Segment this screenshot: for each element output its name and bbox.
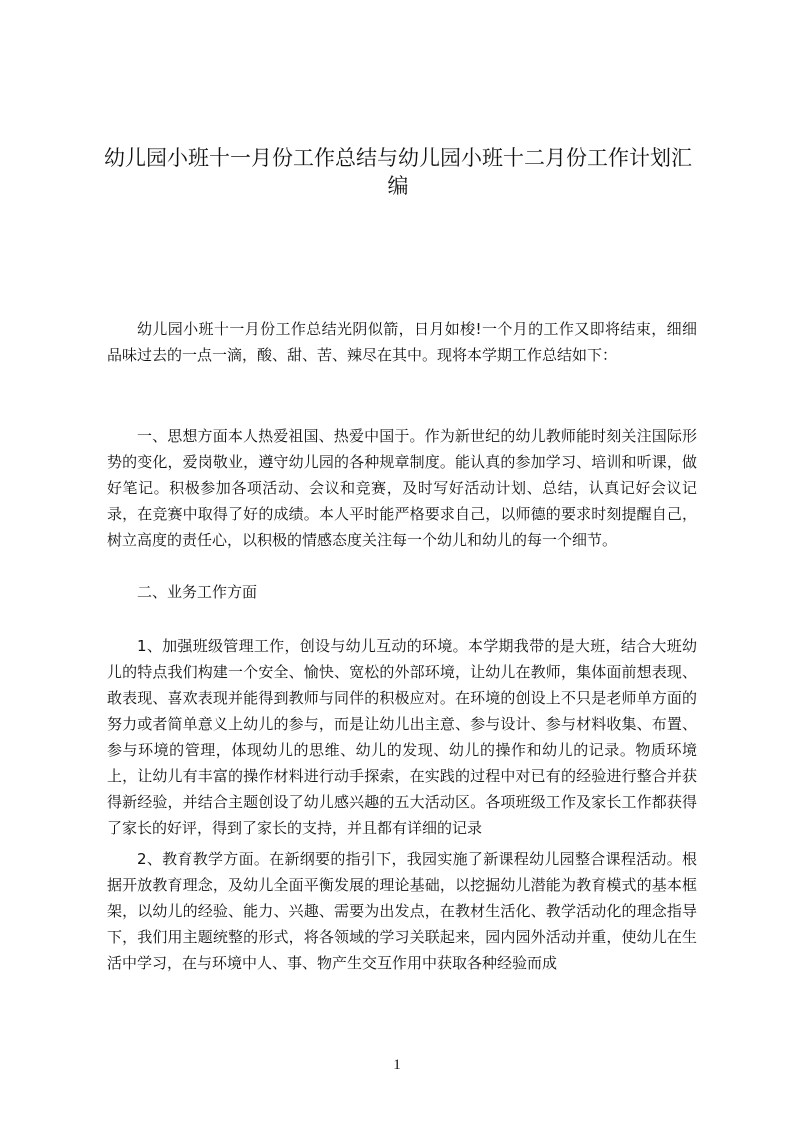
intro-paragraph: 幼儿园小班十一月份工作总结光阴似箭，日月如梭!一个月的工作又即将结束，细细品味过去的一点一滴，酸、甜、苦、辣尽在其中。现将本学期工作总结如下：	[107, 320, 697, 364]
document-title: 幼儿园小班十一月份工作总结与幼儿园小班十二月份工作计划汇编	[104, 146, 692, 198]
ideology-section-paragraph: 一、思想方面本人热爱祖国、热爱中国于。作为新世纪的幼儿教师能时刻关注国际形势的变化，爱岗敬业，遵守幼儿园的各种规章制度。能认真的参加学习、培训和听课，做好笔记。积极参加各项活动、会议和竞赛，及时写好活动计划、总结，认真记好会议记录，在竞赛中取得了好的成绩。本人平时能严格要求自己，以师德的要求时刻提醒自己，树立高度的责任心，以积极的情感态度关注每一个幼儿和幼儿的每一个细节。	[107, 427, 697, 549]
education-teaching-paragraph: 2、教育教学方面。在新纲要的指引下，我园实施了新课程幼儿园整合课程活动。根据开放教育理念，及幼儿全面平衡发展的理论基础，以挖掘幼儿潜能为教育模式的基本框架，以幼儿的经验、能力、兴趣、需要为出发点，在教材生活化、教学活动化的理念指导下，我们用主题统整的形式，将各领域的学习关联起来，园内园外活动并重，使幼儿在生活中学习，在与环境中人、事、物产生交互作用中获取各种经验而成	[107, 850, 697, 972]
page-number: 1	[393, 1057, 401, 1073]
class-management-paragraph: 1、加强班级管理工作，创设与幼儿互动的环境。本学期我带的是大班，结合大班幼儿的特点我们构建一个安全、愉快、宽松的外部环境，让幼儿在教师，集体面前想表现、敢表现、喜欢表现并能得到教师与同伴的积极应对。在环境的创设上不只是老师单方面的努力或者简单意义上幼儿的参与，而是让幼儿出主意、参与设计、参与材料收集、布置、参与环境的管理，体现幼儿的思维、幼儿的发现、幼儿的操作和幼儿的记录。物质环境上，让幼儿有丰富的操作材料进行动手探索，在实践的过程中对已有的经验进行整合并获得新经验，并结合主题创设了幼儿感兴趣的五大活动区。各项班级工作及家长工作都获得了家长的好评，得到了家长的支持，并且都有详细的记录	[107, 637, 697, 837]
business-work-heading: 二、业务工作方面	[137, 583, 258, 601]
